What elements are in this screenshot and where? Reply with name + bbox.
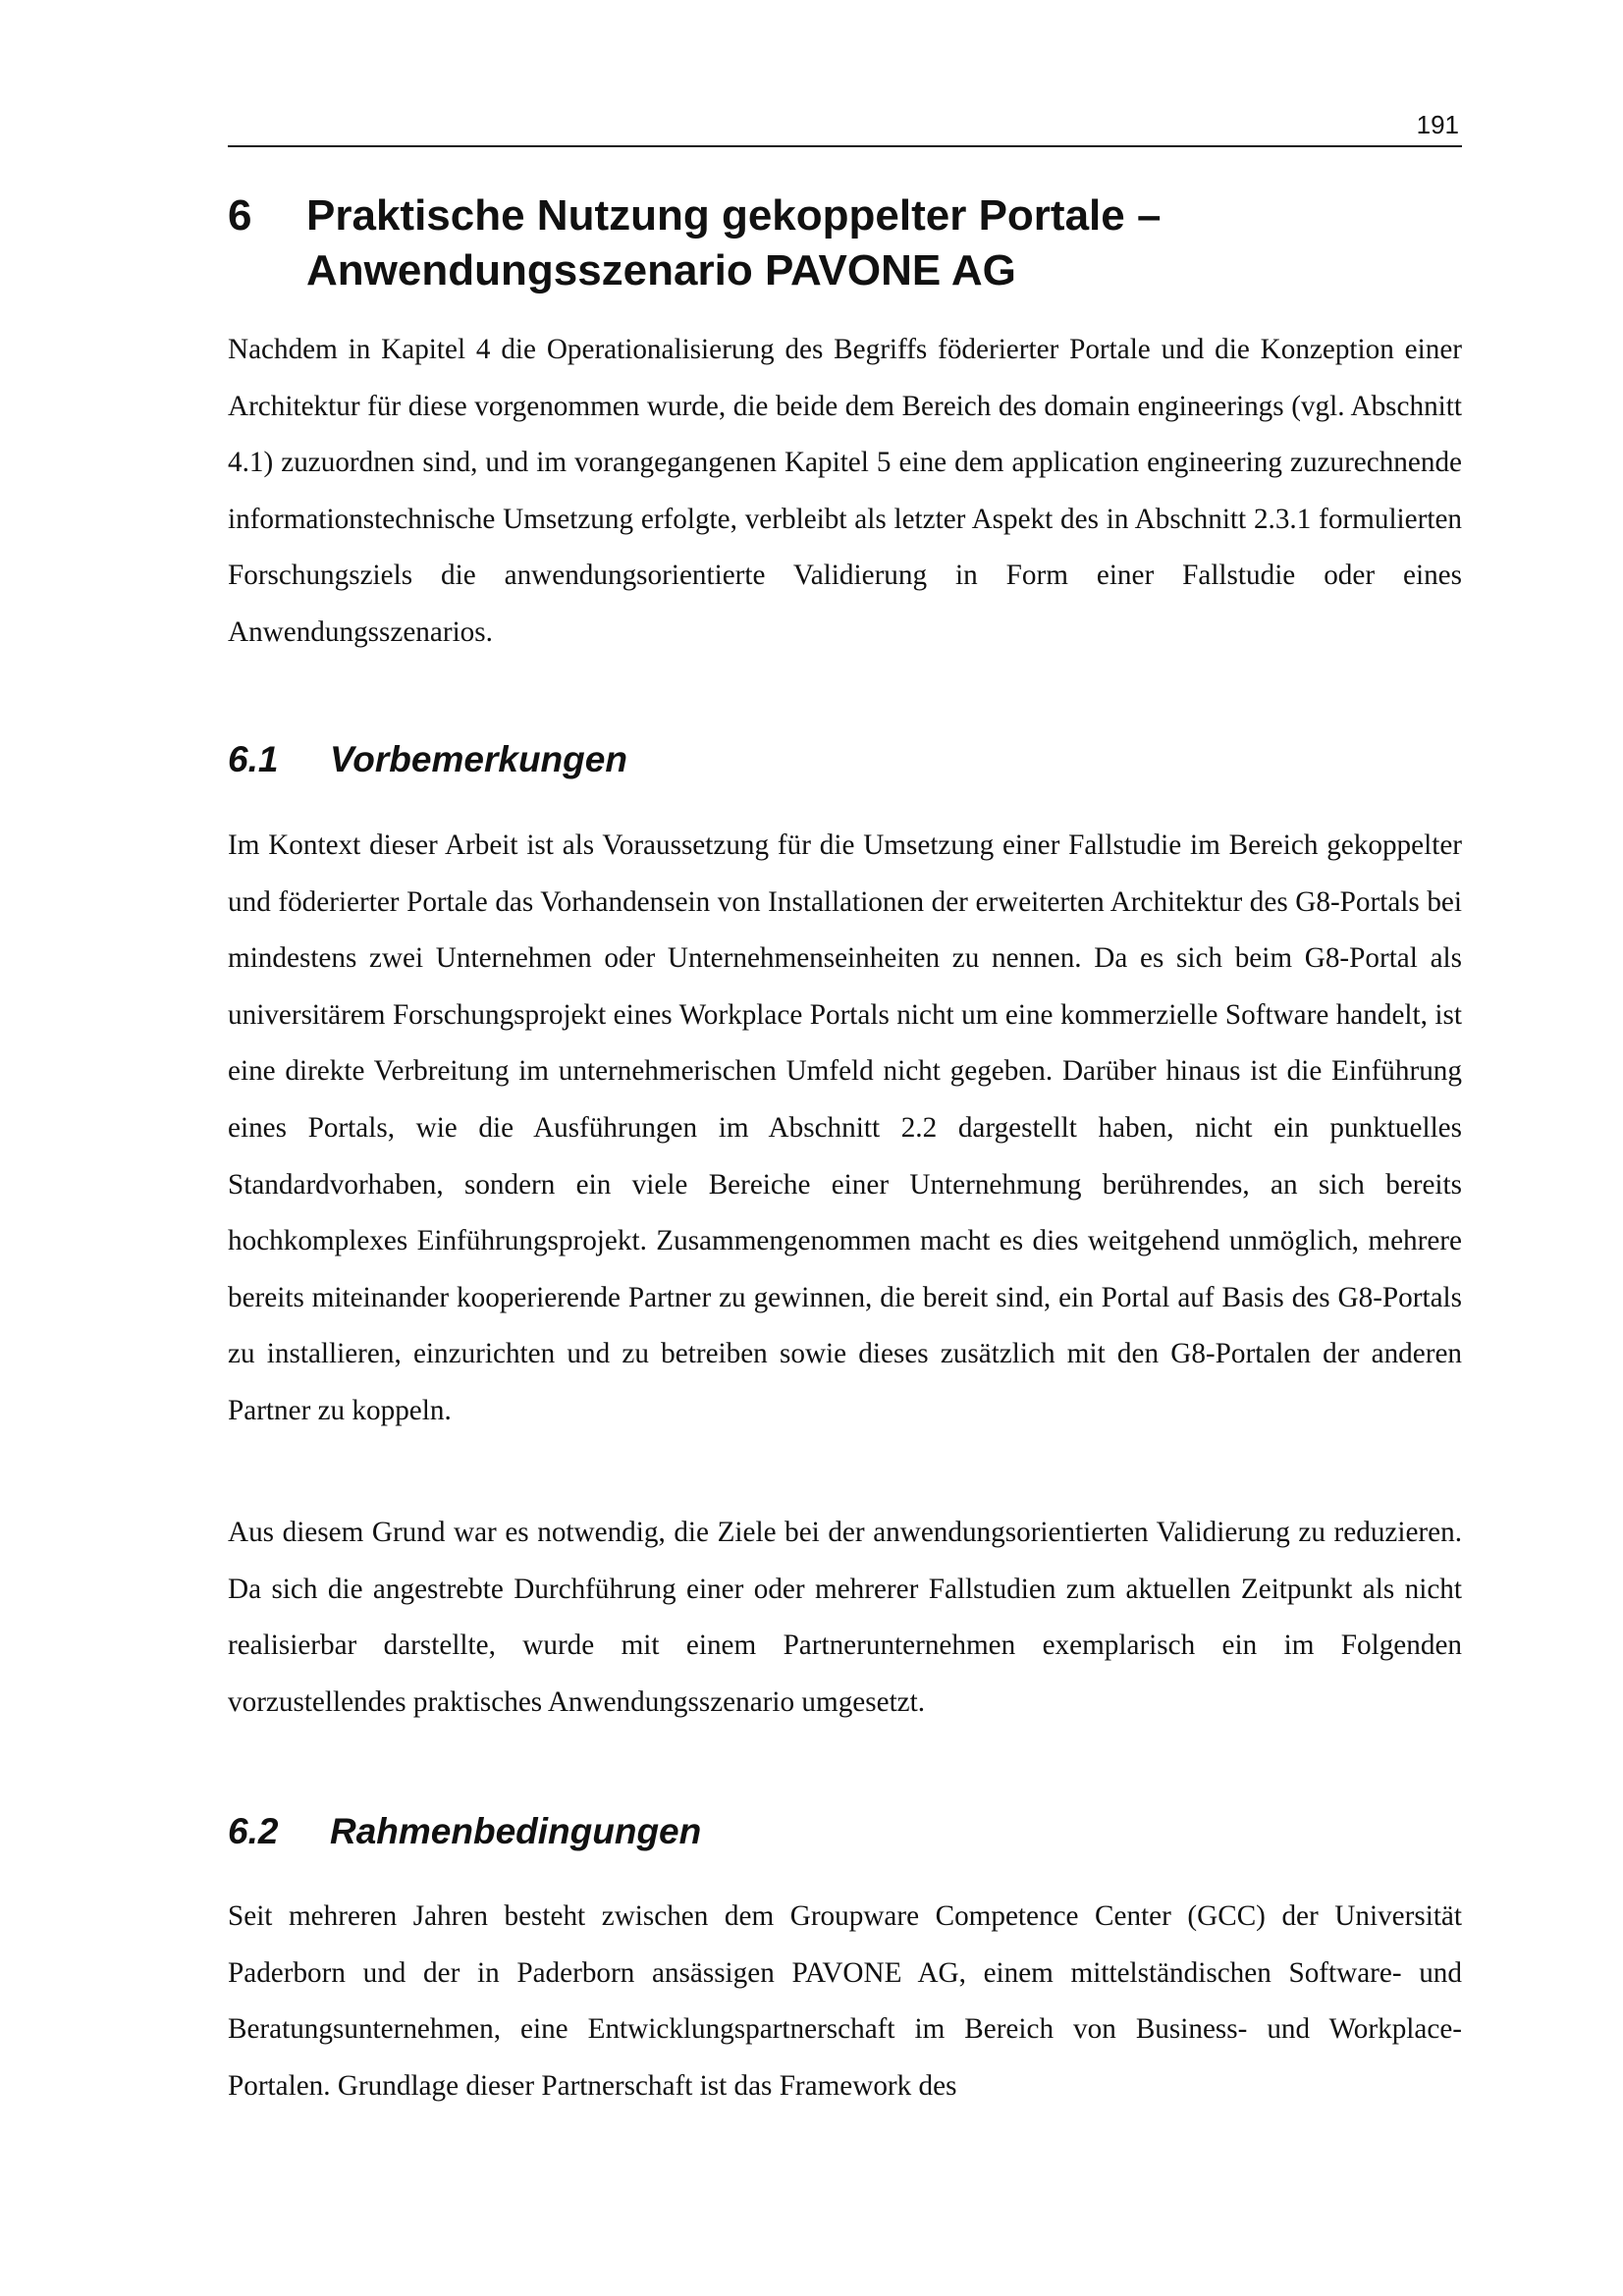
header-rule (228, 145, 1462, 147)
section-6-1-paragraph-1: Im Kontext dieser Arbeit ist als Voraussetzung für die Umsetzung einer Fallstudie im Bereich gekoppelter und föderierter Portale das Vorhandensein von Installationen der erweiterten Architektur des G8-Portals bei mindestens zwei Unternehmen oder Unternehmenseinheiten zu nennen. Da es sich beim G8-Portal als universitärem Forschungsprojekt eines Workplace Portals nicht um eine kommerzielle Software handelt, ist eine direkte Verbreitung im unternehmerischen Umfeld nicht gegeben. Darüber hinaus ist die Einführung eines Portals, wie die Ausführungen im Abschnitt 2.2 dargestellt haben, nicht ein punktuelles Standardvorhaben, sondern ein viele Bereiche einer Unternehmung berührendes, an sich bereits hochkomplexes Einführungsprojekt. Zusammengenommen macht es dies weitgehend unmöglich, mehrere bereits miteinander kooperierende Partner zu gewinnen, die bereit sind, ein Portal auf Basis des G8-Portals zu installieren, einzurichten und zu betreiben sowie dieses zusätzlich mit den G8-Portalen der anderen Partner zu koppeln. (228, 829, 1462, 1426)
chapter-intro-paragraph: Nachdem in Kapitel 4 die Operationalisierung des Begriffs föderierter Portale und die Konzeption einer Architektur für diese vorgenommen wurde, die beide dem Bereich des domain engineerings (vgl. Abschnitt 4.1) zuzuordnen sind, und im vorangegangenen Kapitel 5 eine dem application engineering zuzurechnende informationstechnische Umsetzung erfolgte, verbleibt als letzter Aspekt des in Abschnitt 2.3.1 formulierten Forschungsziels die anwendungsorientierte Validierung in Form einer Fallstudie oder eines Anwendungsszenarios. (228, 334, 1462, 648)
section-number: 6.2 (228, 1811, 279, 1851)
section-6-2-paragraph-1: Seit mehreren Jahren besteht zwischen dem Groupware Competence Center (GCC) der Universität Paderborn und der in Paderborn ansässigen PAVONE AG, einem mittelständischen Software- und Beratungsunternehmen, eine Entwicklungspartnerschaft im Bereich von Business- und Workplace-Portalen. Grundlage dieser Partnerschaft ist das Framework des (228, 1900, 1462, 2102)
section-6-1-paragraph-2: Aus diesem Grund war es notwendig, die Ziele bei der anwendungsorientierten Validierung zu reduzieren. Da sich die angestrebte Durchführung einer oder mehrerer Fallstudien zum aktuellen Zeitpunkt als nicht realisierbar darstellte, wurde mit einem Partnerunternehmen exemplarisch ein im Folgenden vorzustellendes praktisches Anwendungsszenario umgesetzt. (228, 1517, 1462, 1718)
chapter-number: 6 (228, 191, 252, 240)
section-title: Rahmenbedingungen (330, 1811, 702, 1851)
section-title: Vorbemerkungen (330, 739, 627, 779)
section-number: 6.1 (228, 739, 279, 779)
chapter-title: Praktische Nutzung gekoppelter Portale – Anwendungsszenario PAVONE AG (306, 191, 1162, 294)
page-number: 191 (1416, 110, 1459, 139)
